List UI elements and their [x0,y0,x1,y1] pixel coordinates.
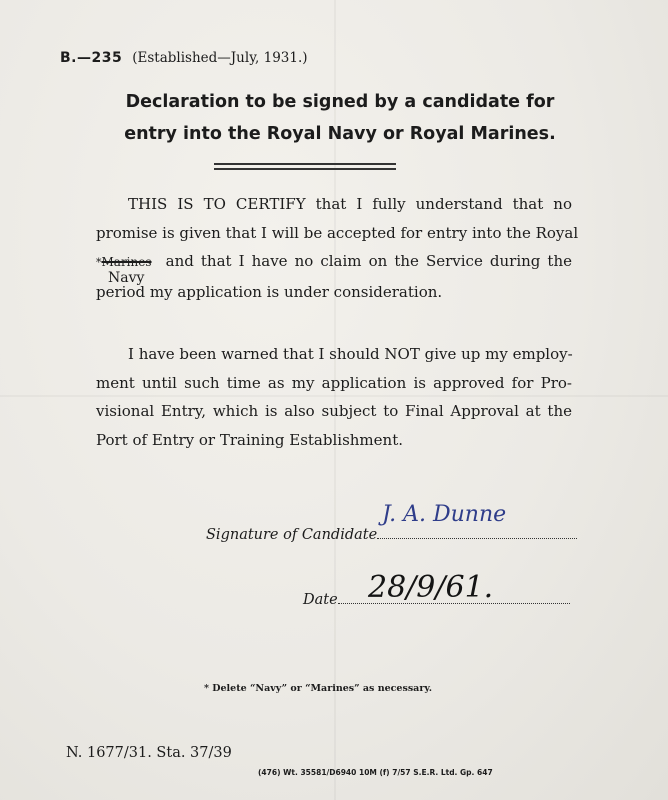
signed-date: 28/9/61. [368,570,494,605]
form-reference: N. 1677/31. Sta. 37/39 [66,745,232,761]
warning-line-3: visional Entry, which is also subject to Final Approval at the [96,402,572,420]
delete-marker: * [96,256,102,269]
certify-line-4: period my application is under consideration. [96,282,443,301]
form-number: B.—235 [60,50,123,66]
certify-line-1: THIS IS TO CERTIFY that I fully understand that no [128,195,572,213]
date-label: Date [303,592,338,608]
struck-word: Marines [101,255,152,269]
warning-line-1: I have been warned that I should NOT give up my employ- [128,345,573,363]
certify-line-2: promise is given that I will be accepted for entry into the Royal [96,223,579,242]
warning-paragraph [96,340,572,454]
signature-label: Signature of Candidate [206,527,378,543]
form-title-line-2: entry into the Royal Navy or Royal Marines. [124,124,556,144]
title-rule-top [214,163,396,165]
established-date: (Established—July, 1931.) [132,50,308,66]
inserted-word: Navy [108,270,145,286]
printer-imprint: (476) Wt. 35581/D6940 10M (f) 7/57 S.E.R. Ltd. Gp. 647 [258,768,493,777]
signature-row [206,527,577,543]
certify-line-3-text: and that I have no claim on the Service during the [165,252,572,270]
signature-line [377,534,577,539]
form-title-line-1: Declaration to be signed by a candidate for [125,92,555,112]
candidate-signature: J. A. Dunne [382,502,507,527]
certify-line-3 [96,247,572,278]
warning-line-2: ment until such time as my application is approved for Pro- [96,373,572,392]
title-rule-bottom [214,168,396,170]
form-header [60,50,308,66]
warning-line-4: Port of Entry or Training Establishment. [96,430,403,449]
footnote: * Delete “Navy” or “Marines” as necessary. [204,683,433,694]
certify-paragraph [96,190,579,306]
